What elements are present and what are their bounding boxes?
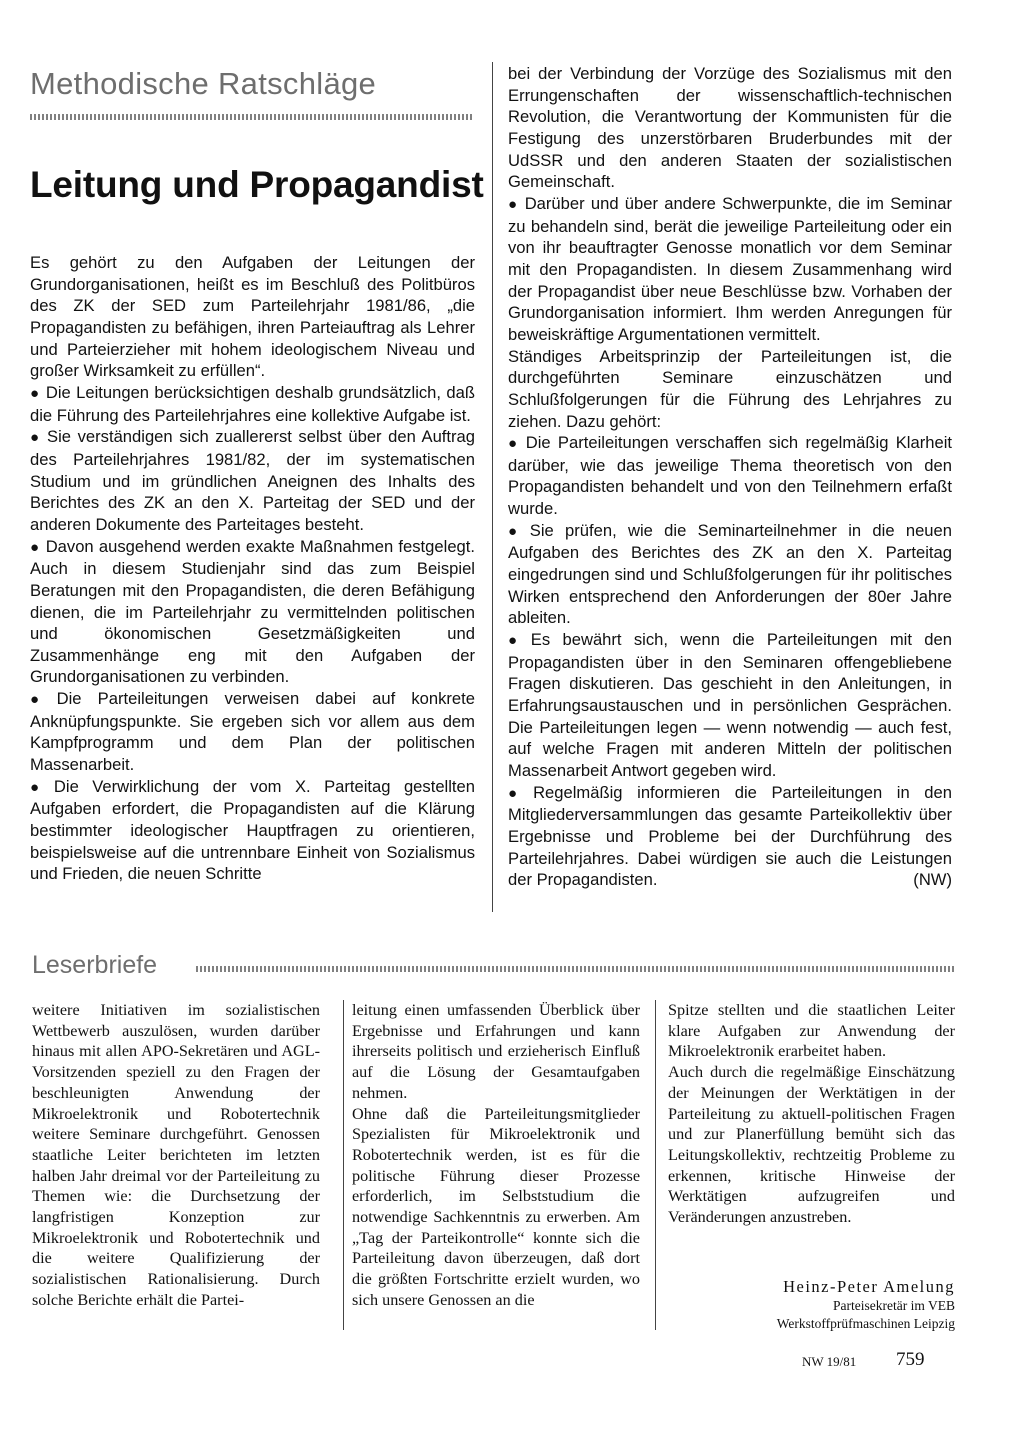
paragraph-text: Die Parteileitungen verschaffen sich regelmäßig Klarheit darüber, wie das jeweilige Thema theoretisch von den Propagandisten behandelt und von den Teilnehmern erfaßt wurde. (508, 433, 952, 519)
letters-divider-2 (655, 1000, 656, 1330)
article-paragraph (30, 252, 475, 382)
bullet-icon: ● (508, 195, 519, 213)
bullet-icon: ● (508, 632, 525, 650)
paragraph-text: Die Leitungen berücksichtigen deshalb grundsätzlich, daß die Führung des Parteilehrjahres eine kollektive Aufgabe ist. (30, 382, 475, 425)
letters-column-1 (32, 1000, 320, 1311)
article-paragraph (508, 432, 952, 520)
signature-name: Heinz-Peter Amelung (783, 1277, 955, 1296)
paragraph-text: Es bewährt sich, wenn die Parteileitungen mit den Propagandisten über in den Seminaren offengebliebene Fragen diskutieren. Das geschieht in den Anleitungen, in Erfahrungsaustauschen und in persönlichen Gesprächen. Die Parteileitungen legen — wenn notwendig — auch fest, auf welche Fragen mit anderen Mitteln der politischen Massenarbeit Antwort gegeben wird. (508, 630, 952, 780)
article-paragraph (30, 688, 475, 776)
bullet-icon: ● (30, 538, 40, 556)
paragraph-text: Sie prüfen, wie die Seminarteilnehmer in die neuen Aufgaben des Berichtes des ZK an den X. Parteitag eingedrungen sind und Schlußfolgerungen für ihr politisches Wirken entsprechend den Anforderungen der 80er Jahre ableiten. (508, 520, 952, 628)
letter-paragraph: Auch durch die regelmäßige Einschätzung der Meinungen der Werktätigen in der Parteileitung zu aktuell-politischen Fragen und zur Planerfüllung bemüht sich das Leitungskollektiv, rechtzeitig Probleme zu erkennen, kritische Hinweise der Werktätigen aufzugreifen und Veränderungen anzustreben. (668, 1063, 955, 1227)
article-paragraph (508, 629, 952, 782)
column-divider (492, 62, 493, 912)
article-paragraph (508, 520, 952, 629)
bullet-icon: ● (30, 778, 48, 796)
author-signoff: (NW) (913, 870, 952, 890)
letters-column-3 (668, 1000, 955, 1228)
bullet-icon: ● (508, 784, 528, 802)
bullet-icon: ● (30, 384, 40, 402)
signature-role-2: Werkstoffprüfmaschinen Leipzig (776, 1316, 955, 1331)
paragraph-text: Regelmäßig informieren die Parteileitungen in den Mitgliederversammlungen das gesamte Parteikollektiv über Ergebnisse und Probleme bei der Durchführung des Parteilehrjahres. Dabei würdigen sie auch die Leistungen der Propagandisten. (508, 782, 952, 890)
article-paragraph (30, 536, 475, 689)
letters-kicker: Leserbriefe (32, 951, 158, 979)
kicker-rule (30, 114, 474, 120)
bullet-icon: ● (508, 522, 524, 540)
letters-rule (196, 966, 954, 972)
paragraph-text: Darüber und über andere Schwerpunkte, die im Seminar zu behandeln sind, berät die jeweilige Parteileitung oder ein von ihr beauftragter Genosse monatlich vor dem Seminar mit den Propagandisten. In diesem Zusammenhang wird der Propagandist über neue Beschlüsse bzw. Vorhaben der Grundorganisation informiert. Ihm werden Anregungen für beweiskräftige Argumentationen vermittelt. (508, 193, 953, 344)
article-paragraph (30, 426, 475, 535)
paragraph-text: Es gehört zu den Aufgaben der Leitungen der Grundorganisationen, heißt es im Beschluß des Politbüros des ZK der SED zum Parteilehrjahr 1981/86, „die Propagandisten zu befähigen, ihren Parteiauftrag als Lehrer und Parteierzieher mit hohem ideologischem Niveau und großer Wirksamkeit zu erfüllen“. (30, 253, 475, 381)
bullet-icon: ● (508, 435, 520, 453)
letter-signature (668, 1276, 955, 1333)
article-paragraph (508, 346, 952, 433)
paragraph-text: Davon ausgehend werden exakte Maßnahmen festgelegt. Auch in diesem Studienjahr sind das zum Beispiel Beratungen mit den Propagandisten, die deren Befähigung dienen, die im Parteilehrjahr zu vermittelnden politischen und ökonomischen Gesetzmäßigkeiten und Zusammenhänge eng mit den Aufgaben der Grundorganisationen zu verbinden. (30, 536, 475, 687)
letter-paragraph: Ohne daß die Parteileitungsmitglieder Spezialisten für Mikroelektronik und Robotertechnik werden, ist es für die politische Führung dieser Prozesse erforderlich, im Selbststudium die notwendige Sachkenntnis zu erwerben. Am „Tag der Parteikontrolle“ konnte sich die Parteileitung davon überzeugen, daß dort die größten Fortschritte erzielt wurden, wo sich unsere Genossen an die (352, 1104, 640, 1309)
article-paragraph (508, 63, 952, 193)
issue-number: NW 19/81 (802, 1354, 857, 1369)
article-headline: Leitung und Propagandist (30, 164, 484, 205)
letters-divider-1 (343, 1000, 344, 1330)
article-paragraph (508, 193, 952, 346)
article-column-1 (30, 252, 475, 885)
paragraph-text: Sie verständigen sich zuallererst selbst über den Auftrag des Parteilehrjahres 1981/82, der im systematischen Studium und im gründlichen Aneignen des Inhalts des Berichtes des ZK an den X. Parteitag der SED und der anderen Dokumente des Parteitages besteht. (30, 427, 476, 534)
letter-paragraph: leitung einen umfassenden Überblick über Ergebnisse und Erfahrungen und kann ihrerseits politisch und erzieherisch Einfluß auf die Lösung der Gesamtaufgaben nehmen. (352, 1001, 640, 1102)
article-paragraph (30, 382, 475, 426)
letters-column-2 (352, 1000, 640, 1311)
paragraph-text: bei der Verbindung der Vorzüge des Sozialismus mit den Errungenschaften der wissenschaftlich-technischen Revolution, die Verantwortung der Kommunisten für die Festigung des unzerstörbaren Bruderbundes mit der UdSSR und den anderen Staaten der sozialistischen Gemeinschaft. (508, 64, 952, 192)
article-paragraph (30, 776, 475, 885)
paragraph-text: Die Parteileitungen verweisen dabei auf konkrete Anknüpfungspunkte. Sie ergeben sich vor allem aus dem Kampfprogramm und dem Plan der politischen Massenarbeit. (30, 689, 476, 775)
letter-paragraph: Spitze stellten und die staatlichen Leiter klare Aufgaben zur Anwendung der Mikroelektronik erarbeitet haben. (668, 1001, 955, 1061)
section-kicker: Methodische Ratschläge (30, 66, 377, 101)
bullet-icon: ● (30, 429, 42, 447)
bullet-icon: ● (30, 691, 51, 709)
paragraph-text: Ständiges Arbeitsprinzip der Parteileitungen ist, die durchgeführten Seminare einzuschätzen und Schlußfolgerungen für die Führung des Lehrjahres zu ziehen. Dazu gehört: (508, 346, 952, 431)
page-number: 759 (896, 1349, 925, 1370)
signature-role-1: Parteisekretär im VEB (833, 1298, 955, 1313)
article-paragraph (508, 782, 952, 891)
paragraph-text: Die Verwirklichung der vom X. Parteitag gestellten Aufgaben erfordert, die Propagandisten auf die Klärung bestimmter ideologischer Hauptfragen zu orientieren, beispielsweise auf die untrennbare Einheit von Sozialismus und Frieden, die neuen Schritte (30, 776, 475, 884)
letter-paragraph: weitere Initiativen im sozialistischen Wettbewerb auszulösen, wurden darüber hinaus mit allen APO-Sekretären und AGL-Vorsitzenden speziell zu den Fragen der beschleunigten Anwendung der Mikroelektronik und Robotertechnik weitere Seminare durchgeführt. Genossen staatliche Leiter berichteten im letzten halben Jahr dreimal vor der Parteileitung zu Themen wie: die Durchsetzung der langfristigen Konzeption zur Mikroelektronik und Robotertechnik und die weitere Qualifizierung der sozialistischen Rationalisierung. Durch solche Berichte erhält die Partei- (32, 1001, 320, 1309)
article-column-2 (508, 63, 952, 891)
